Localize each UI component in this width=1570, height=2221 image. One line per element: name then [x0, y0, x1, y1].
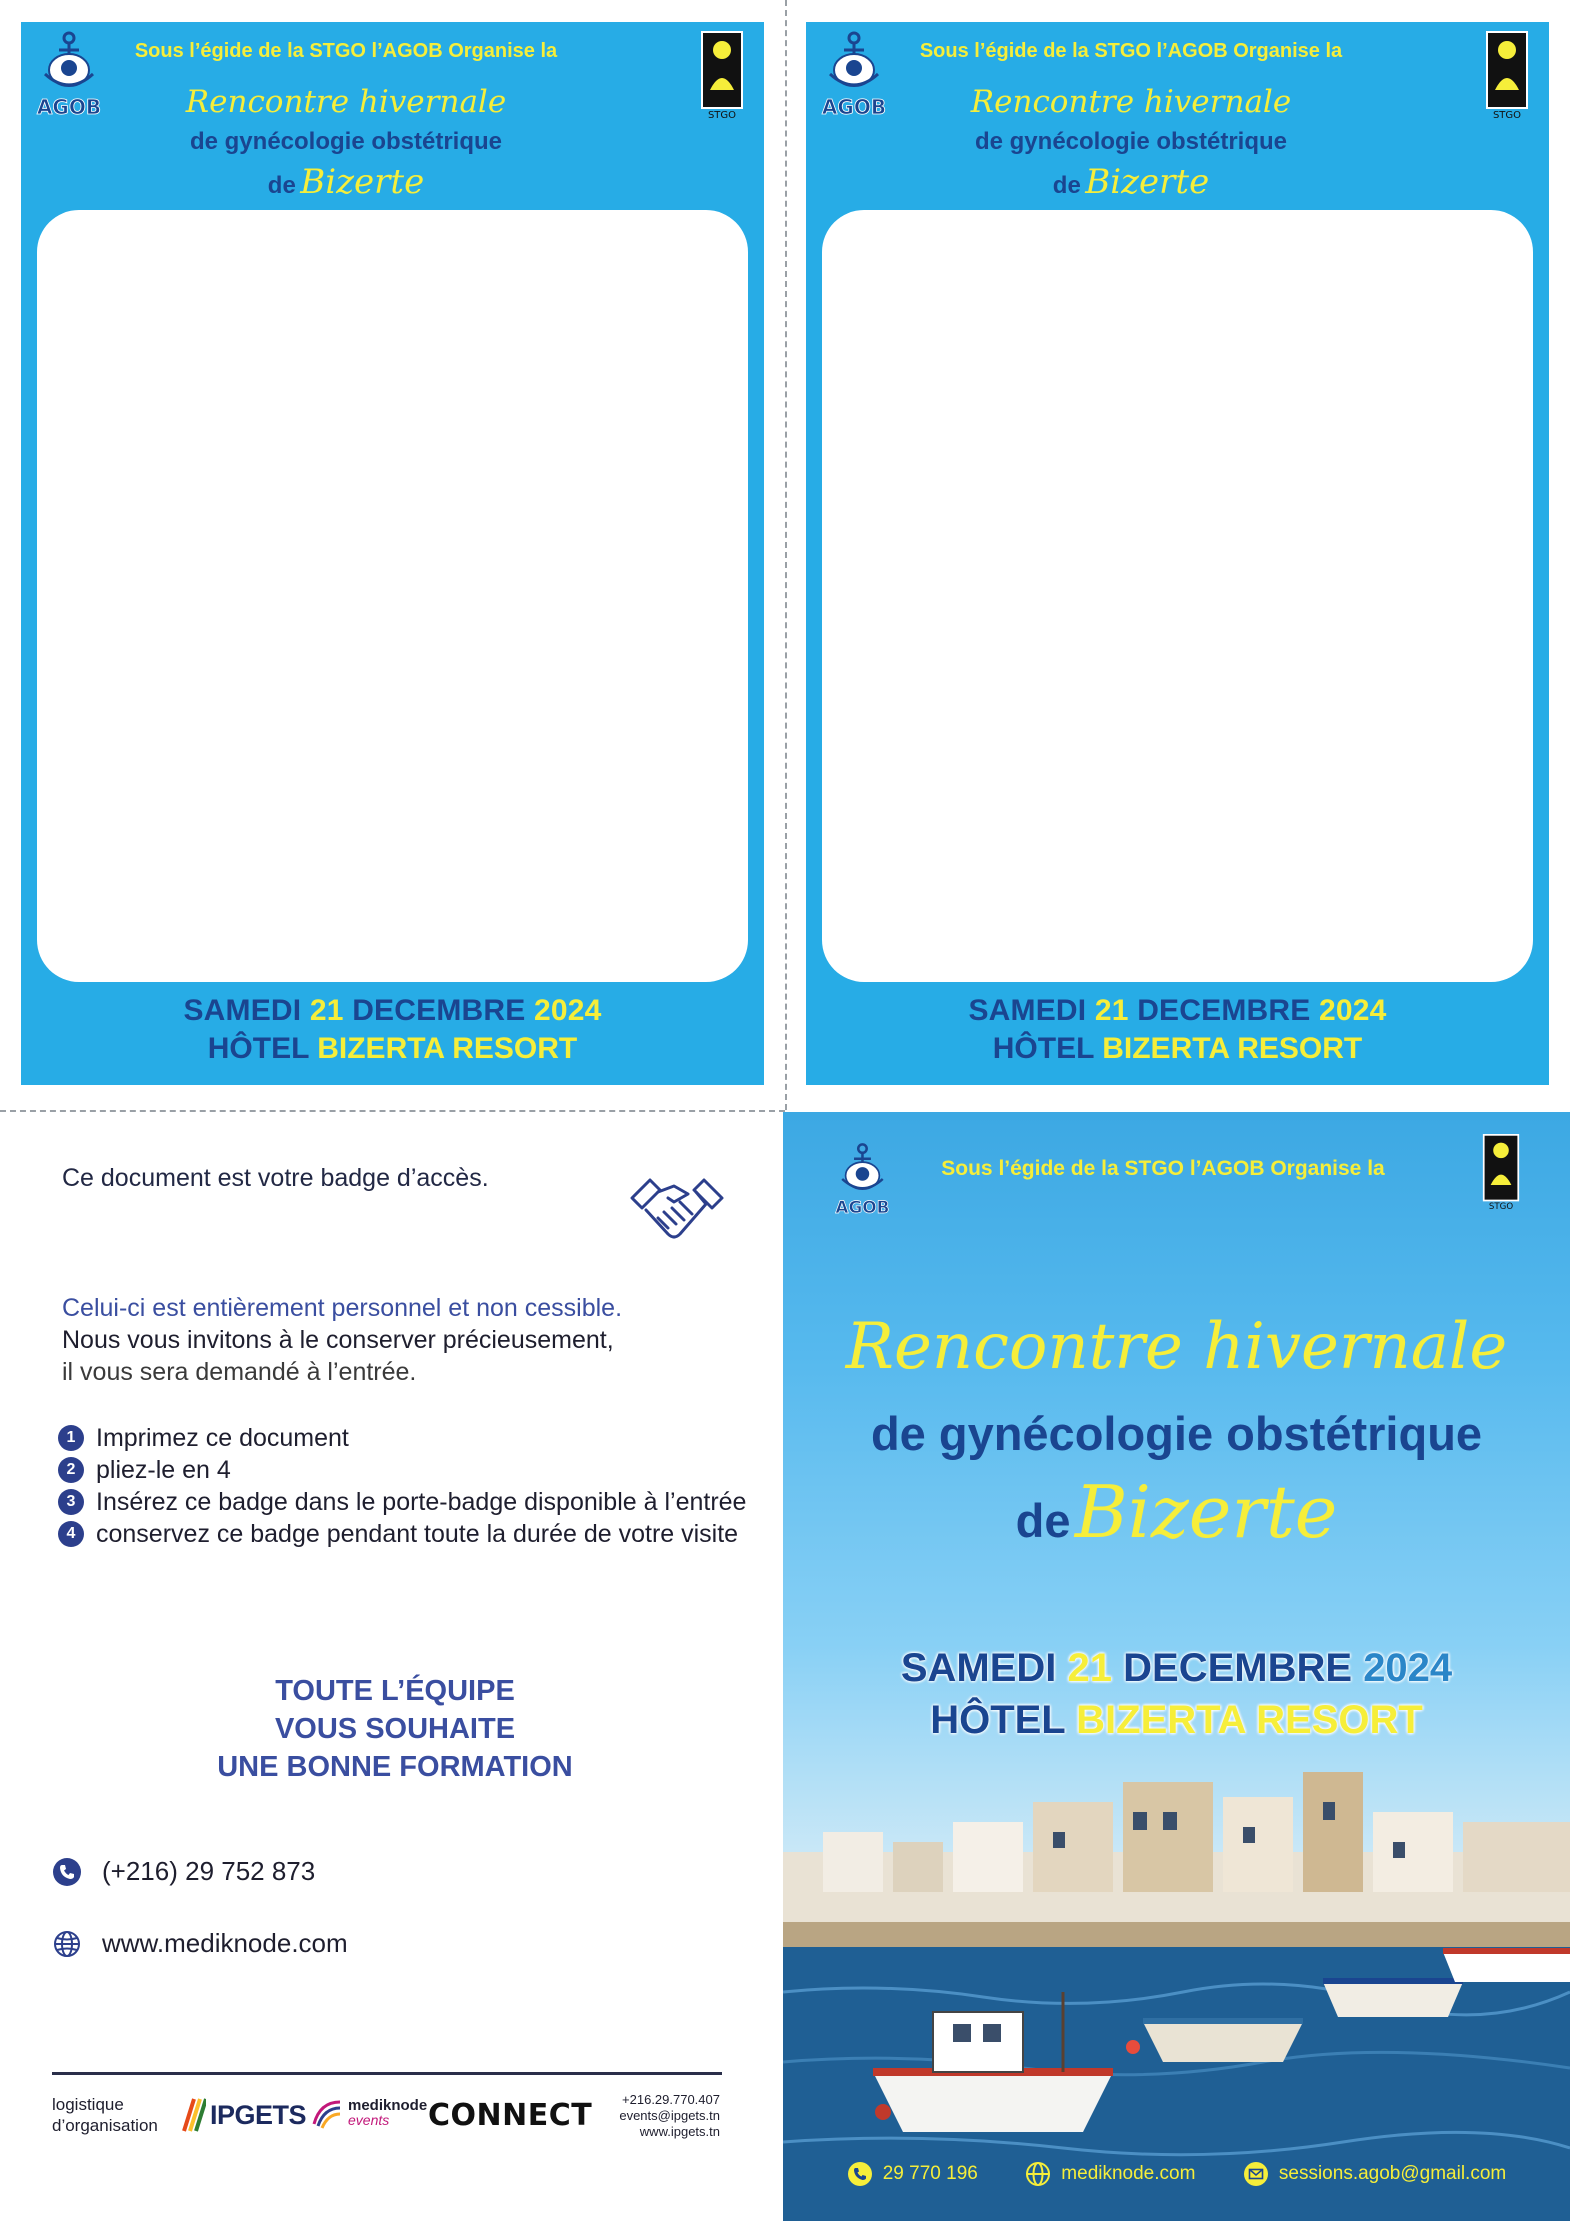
- step-text: conservez ce badge pendant toute la durée de votre visite: [96, 1520, 739, 1548]
- list-item: [58, 1486, 758, 1518]
- event-venue: [806, 1032, 1549, 1066]
- stgo-logo: [1485, 30, 1529, 120]
- event-date: [783, 1646, 1570, 1691]
- venue-name: BIZERTA RESORT: [1076, 1698, 1423, 1742]
- city-prefix: de: [1015, 1494, 1071, 1547]
- badge-panel-left: [21, 22, 764, 1085]
- event-script-title: Rencontre hivernale: [845, 1310, 1508, 1384]
- step-text: Imprimez ce document: [96, 1424, 349, 1452]
- website-link[interactable]: www.mediknode.com: [102, 1928, 348, 1958]
- list-item: [58, 1454, 758, 1486]
- step-number: 3: [58, 1489, 84, 1515]
- event-title: de gynécologie obstétrique: [974, 128, 1288, 155]
- event-title: de gynécologie obstétrique: [870, 1407, 1483, 1460]
- venue-name: BIZERTA RESORT: [317, 1032, 578, 1065]
- badge-panel-right: [806, 22, 1549, 1085]
- venue-prefix: HÔTEL: [992, 1032, 1094, 1065]
- cover-phone[interactable]: [847, 2161, 978, 2187]
- agob-logo: [827, 1136, 903, 1222]
- entry-notice: il vous sera demandé à l’entrée.: [62, 1358, 417, 1386]
- list-item: [58, 1422, 758, 1454]
- svg-text:AGOB: AGOB: [821, 95, 887, 119]
- ipgets-email[interactable]: events@ipgets.tn: [619, 2108, 720, 2123]
- mediknode-mark-icon: [310, 2096, 344, 2130]
- footer-divider: [52, 2072, 722, 2075]
- venue-prefix: HÔTEL: [930, 1698, 1066, 1742]
- team-message: [0, 1672, 790, 1786]
- phone-number: (+216) 29 752 873: [102, 1856, 316, 1886]
- event-city-line: [881, 162, 1381, 202]
- handshake-icon: [628, 1172, 726, 1252]
- ipgets-website[interactable]: www.ipgets.tn: [639, 2124, 720, 2139]
- aegis-text: Sous l’égide de la STGO l’AGOB Organise la: [941, 1157, 1385, 1180]
- fold-line-vertical: [785, 0, 787, 1110]
- svg-text:STGO: STGO: [1488, 1202, 1514, 1213]
- venue-prefix: HÔTEL: [207, 1032, 309, 1065]
- date-month: DECEMBRE: [352, 994, 526, 1027]
- step-number: 1: [58, 1425, 84, 1451]
- badge-notice: Ce document est votre badge d’accès.: [62, 1164, 489, 1192]
- step-number: 2: [58, 1457, 84, 1483]
- step-text: Insérez ce badge dans le porte-badge disponible à l’entrée: [96, 1488, 747, 1516]
- date-month: DECEMBRE: [1137, 994, 1311, 1027]
- ipgets-phone: +216.29.770.407: [622, 2092, 720, 2107]
- cover-website[interactable]: [1025, 2161, 1195, 2187]
- date-day: SAMEDI: [968, 994, 1087, 1027]
- event-date: [806, 994, 1549, 1028]
- mediknode-wordmark: mediknode: [348, 2097, 428, 2114]
- globe-icon: [1025, 2161, 1051, 2187]
- city-prefix: de: [267, 172, 296, 199]
- event-city-line: [783, 1470, 1570, 1554]
- steps-list: [58, 1422, 758, 1550]
- contact-phone[interactable]: [52, 1856, 315, 1887]
- city-prefix: de: [1052, 172, 1081, 199]
- city-name: Bizerte: [1074, 1470, 1338, 1554]
- date-day: SAMEDI: [183, 994, 302, 1027]
- personal-notice: Celui-ci est entièrement personnel et non cessible.: [62, 1294, 623, 1322]
- svg-text:AGOB: AGOB: [36, 95, 102, 119]
- step-text: pliez-le en 4: [96, 1456, 231, 1484]
- cover-email[interactable]: [1243, 2161, 1506, 2187]
- badge-blank-area: [37, 210, 748, 982]
- globe-icon: [52, 1929, 82, 1959]
- cover-email-address[interactable]: sessions.agob@gmail.com: [1278, 2163, 1507, 2184]
- cover-panel: [783, 1112, 1570, 2221]
- mediknode-logo: [310, 2096, 427, 2130]
- connect-logo: CONNECT: [428, 2098, 593, 2133]
- date-year: 2024: [1319, 994, 1387, 1027]
- event-script-title: Rencontre hivernale: [970, 84, 1292, 120]
- date-number: 21: [1094, 994, 1129, 1027]
- cover-website-link[interactable]: mediknode.com: [1061, 2163, 1196, 2184]
- date-year: 2024: [1363, 1646, 1453, 1690]
- event-venue: [21, 1032, 764, 1066]
- team-line-1: TOUTE L’ÉQUIPE: [275, 1675, 515, 1707]
- aegis-text: Sous l’égide de la STGO l’AGOB Organise la: [919, 40, 1343, 62]
- svg-text:STGO: STGO: [707, 110, 737, 120]
- event-title: de gynécologie obstétrique: [189, 128, 503, 155]
- venue-name: BIZERTA RESORT: [1102, 1032, 1363, 1065]
- date-number: 21: [1067, 1646, 1113, 1690]
- event-venue: [783, 1698, 1570, 1743]
- cover-footer: [783, 2152, 1570, 2196]
- phone-icon: [52, 1857, 82, 1887]
- city-name: Bizerte: [300, 162, 425, 202]
- city-name: Bizerte: [1085, 162, 1210, 202]
- team-line-2: VOUS SOUHAITE: [274, 1713, 516, 1745]
- mediknode-events: events: [348, 2112, 390, 2128]
- instructions-panel: [0, 1112, 785, 2221]
- team-line-3: UNE BONNE FORMATION: [217, 1751, 573, 1783]
- mail-icon: [1243, 2161, 1269, 2187]
- event-city-line: [96, 162, 596, 202]
- ipgets-contacts: [619, 2092, 720, 2140]
- date-day: SAMEDI: [900, 1646, 1057, 1690]
- ipgets-mark-icon: [180, 2097, 206, 2133]
- date-year: 2024: [534, 994, 602, 1027]
- badge-blank-area: [822, 210, 1533, 982]
- ipgets-wordmark: IPGETS: [210, 2099, 307, 2130]
- list-item: [58, 1518, 758, 1550]
- stgo-logo: [700, 30, 744, 120]
- event-date: [21, 994, 764, 1028]
- event-script-title: Rencontre hivernale: [185, 84, 507, 120]
- logistics-label: [52, 2094, 158, 2136]
- aegis-text: Sous l’égide de la STGO l’AGOB Organise la: [134, 40, 558, 62]
- phone-icon: [847, 2161, 873, 2187]
- logistics-line-2: d’organisation: [52, 2116, 158, 2135]
- cover-phone-number: 29 770 196: [882, 2163, 978, 2184]
- stgo-logo: [1482, 1130, 1520, 1214]
- date-number: 21: [309, 994, 344, 1027]
- contact-website[interactable]: [52, 1928, 348, 1959]
- date-month: DECEMBRE: [1123, 1646, 1353, 1690]
- ipgets-logo: [180, 2097, 306, 2133]
- step-number: 4: [58, 1521, 84, 1547]
- svg-text:STGO: STGO: [1492, 110, 1522, 120]
- keep-notice: Nous vous invitons à le conserver précieusement,: [62, 1326, 614, 1354]
- logistics-line-1: logistique: [52, 2095, 124, 2114]
- svg-text:AGOB: AGOB: [835, 1196, 890, 1217]
